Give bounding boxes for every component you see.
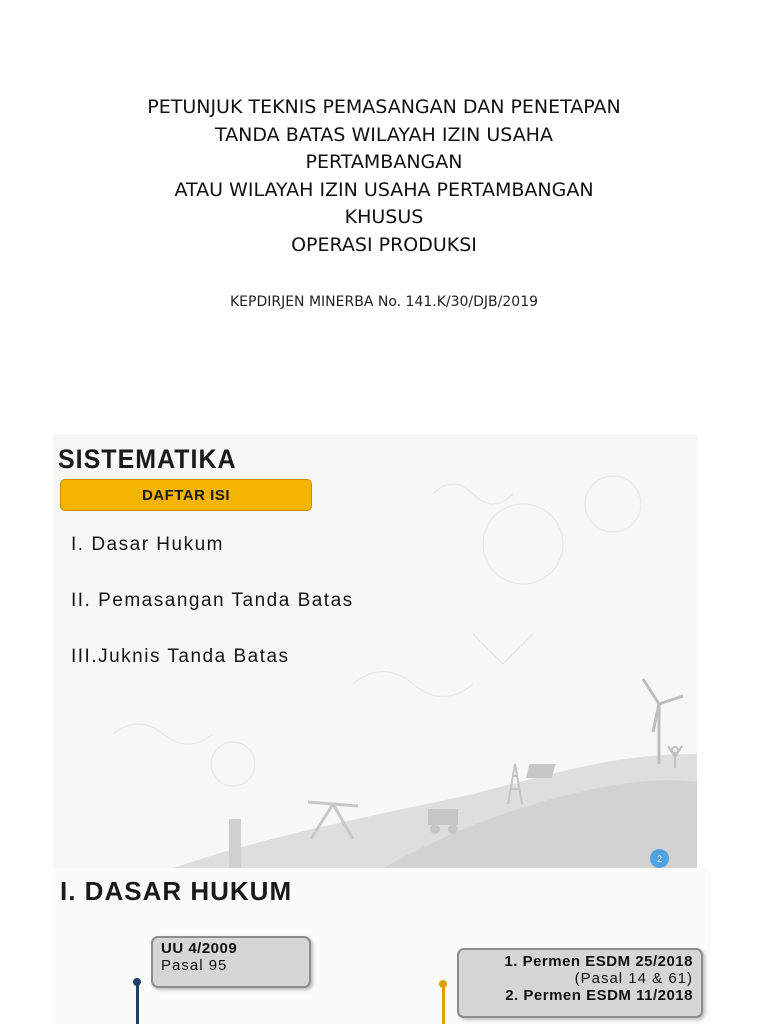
law-article: Pasal 95	[161, 957, 228, 974]
toc-item: III.Juknis Tanda Batas	[71, 646, 290, 667]
document-subtitle: KEPDIRJEN MINERBA No. 141.K/30/DJB/2019	[229, 294, 539, 310]
law-title: 2. Permen ESDM 11/2018	[505, 987, 693, 1004]
slide-title: I. DASAR HUKUM	[60, 876, 293, 906]
law-box-uu	[151, 936, 311, 988]
title-line: OPERASI PRODUKSI	[291, 233, 477, 256]
law-box-permen	[457, 948, 703, 1018]
toc-item: II. Pemasangan Tanda Batas	[71, 590, 354, 611]
title-line: TANDA BATAS WILAYAH IZIN USAHA	[215, 123, 553, 146]
slide-title: SISTEMATIKA	[58, 444, 237, 475]
title-line: KHUSUS	[344, 206, 424, 228]
slide-dasar-hukum	[53, 868, 711, 1024]
law-article: (Pasal 14 & 61)	[574, 970, 693, 987]
page-number-badge: 2	[650, 849, 669, 868]
toc-item: I. Dasar Hukum	[71, 534, 224, 555]
title-line: PERTAMBANGAN	[305, 151, 463, 173]
law-title: UU 4/2009	[161, 940, 238, 957]
document-title	[0, 94, 768, 259]
law-title: 1. Permen ESDM 25/2018	[504, 953, 693, 970]
timeline-line	[136, 984, 139, 1024]
title-line: PETUNJUK TEKNIS PEMASANGAN DAN PENETAPAN	[147, 96, 621, 118]
slide-sistematika	[53, 434, 697, 868]
timeline-line	[442, 986, 445, 1024]
title-line: ATAU WILAYAH IZIN USAHA PERTAMBANGAN	[174, 178, 594, 201]
toc-badge: DAFTAR ISI	[60, 479, 312, 511]
